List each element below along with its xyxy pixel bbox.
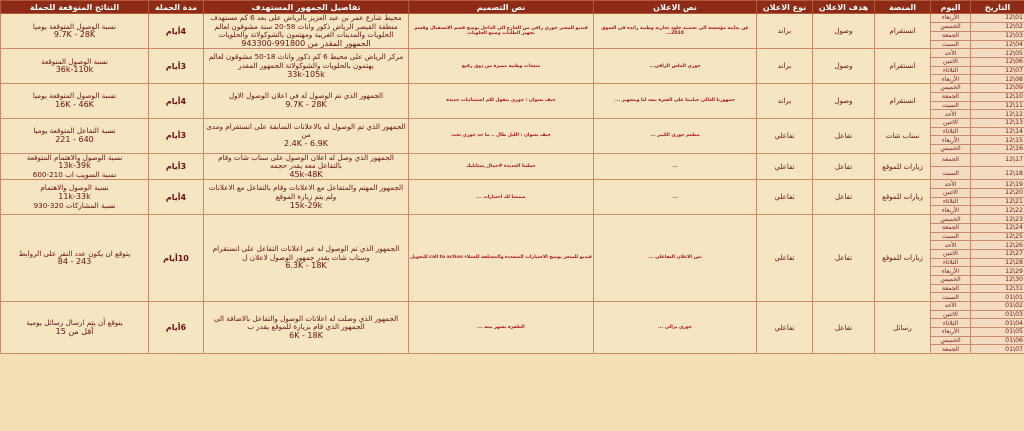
design-text: الطفرة بشهر يبنه ...	[477, 324, 525, 330]
platform-cell	[875, 49, 931, 84]
type-cell	[757, 180, 813, 215]
result-range: 16K - 46K	[55, 100, 94, 109]
type-label: براند	[777, 97, 792, 105]
ad-text-cell	[594, 180, 757, 215]
goal-label: تفاعل	[834, 323, 853, 332]
result-range: 13k-39k	[58, 161, 91, 171]
date-cell: 13\12	[971, 118, 1024, 127]
ad-text: جوري برالي ...	[657, 324, 692, 330]
day-cell: الجمعة	[931, 153, 971, 166]
date-cell: 10\12	[971, 92, 1024, 101]
duration-value: 10أيام	[163, 253, 189, 263]
audience-cell	[204, 302, 409, 354]
audience-cell	[204, 118, 409, 153]
duration-cell	[149, 180, 204, 215]
results-cell	[1, 49, 149, 84]
result-range: 11k-33k	[58, 191, 91, 201]
duration-value: 6أيام	[165, 323, 187, 333]
date-cell: 03\01	[971, 310, 1024, 319]
goal-label: وصول	[834, 27, 853, 36]
day-cell: الأحد	[931, 241, 971, 250]
day-cell: السبت	[931, 101, 971, 110]
ad-text-cell	[594, 84, 757, 119]
day-cell: الثلاثاء	[931, 258, 971, 267]
result-label: نسبة الوصول المتوقعة	[41, 56, 108, 66]
ad-text: جوري الماس الراقي...	[649, 63, 701, 69]
design-text: حملتنا الجديدة #جمال_ستانليك	[466, 163, 536, 169]
audience-range: الجمهور المقدر من 991800-943300	[241, 38, 371, 48]
date-cell: 02\01	[971, 302, 1024, 311]
date-cell: 14\12	[971, 127, 1024, 136]
header-audience: تفاصيل الجمهور المستهدف	[204, 1, 409, 14]
day-cell: الأحد	[931, 302, 971, 311]
day-cell: الخميس	[931, 215, 971, 224]
goal-label: وصول	[834, 62, 853, 71]
ad-text: مطعم جوري الكبير ...	[650, 133, 700, 139]
audience-text: محيط شارع عمر بن عبد العزيز بالرياض على بعد 6 كم مستهدف منطقة القيصر الرياض ذكور واناث 58-20 سنة مشوقون لعالم الحلويات والمدينات الغربية ومهتمون بالشوكولاتة والحلويات	[210, 13, 402, 40]
type-label: تفاعلي	[774, 193, 795, 202]
goal-cell	[813, 302, 875, 354]
date-cell: 01\12	[971, 14, 1024, 23]
design-text-cell	[409, 49, 594, 84]
type-label: براند	[777, 62, 792, 71]
day-cell: الخميس	[931, 22, 971, 31]
date-cell: 22\12	[971, 206, 1024, 215]
day-cell: الاثنين	[931, 189, 971, 198]
audience-text: الجمهور الذي تم الوصول له عبر اعلانات التفاعل على انستقرام وسناب شات يقدر جمهور الوصول لاعلان ل	[212, 244, 400, 262]
design-text: جيف بعنوان : جوري بتقول لكم استثنائيات جديدة	[446, 98, 556, 104]
audience-cell	[204, 84, 409, 119]
ad-text-cell	[594, 14, 757, 49]
type-label: تفاعلي	[774, 323, 795, 332]
audience-cell	[204, 14, 409, 49]
results-cell	[1, 153, 149, 180]
type-cell	[757, 14, 813, 49]
date-cell: 31\12	[971, 284, 1024, 293]
day-cell: الاثنين	[931, 310, 971, 319]
type-cell	[757, 215, 813, 302]
ad-text: نص الاعلان التفاعلي ...	[648, 255, 702, 261]
type-cell	[757, 84, 813, 119]
audience-cell	[204, 49, 409, 84]
ad-text: عن بدايته مؤسسة الي تحصيد خلود تجارية وطنية رائدة في السوق 2010...	[601, 25, 749, 37]
table-row	[1, 14, 1024, 23]
platform-label: انستقرام	[889, 62, 916, 71]
date-cell: 09\12	[971, 84, 1024, 93]
day-cell: الجمعة	[931, 223, 971, 232]
audience-range: 15k-29k	[289, 200, 323, 210]
table-row	[1, 84, 1024, 93]
date-cell: 30\12	[971, 275, 1024, 284]
date-cell: 20\12	[971, 189, 1024, 198]
day-cell: الأحد	[931, 180, 971, 189]
results-cell	[1, 215, 149, 302]
date-cell: 19\12	[971, 180, 1024, 189]
design-text-cell	[409, 118, 594, 153]
day-cell: الثلاثاء	[931, 319, 971, 328]
date-cell: 23\12	[971, 215, 1024, 224]
date-cell: 27\12	[971, 249, 1024, 258]
result-label: يتوقع ان يكون عدد النقر على الروابط	[18, 248, 131, 258]
platform-cell	[875, 215, 931, 302]
day-cell: الاثنين	[931, 118, 971, 127]
day-cell: الأربعاء	[931, 206, 971, 215]
audience-range: 6.3K - 18K	[285, 261, 327, 271]
day-cell: الأربعاء	[931, 14, 971, 23]
audience-range: 6K - 18K	[289, 330, 323, 340]
result-label: نسبة الوصول المتوقعة يوميا	[32, 21, 117, 31]
results-cell	[1, 180, 149, 215]
platform-label: زيارات للموقع	[882, 254, 923, 263]
result-label: نسبة الوصول والاهتمام المتوقعة	[26, 153, 123, 162]
goal-cell	[813, 118, 875, 153]
design-text-cell	[409, 302, 594, 354]
date-cell: 24\12	[971, 223, 1024, 232]
type-label: تفاعلي	[774, 131, 795, 140]
header-duration: مدة الحملة	[149, 1, 204, 14]
platform-label: زيارات للموقع	[882, 193, 923, 202]
date-cell: 26\12	[971, 241, 1024, 250]
table-row	[1, 180, 1024, 189]
audience-cell	[204, 153, 409, 180]
duration-cell	[149, 118, 204, 153]
goal-label: تفاعل	[834, 193, 853, 202]
ad-text-cell	[594, 49, 757, 84]
platform-label: رسائل	[893, 323, 912, 332]
result-label: نسبة الوصول المتوقعة يوميا	[32, 91, 117, 101]
date-cell: 28\12	[971, 258, 1024, 267]
platform-cell	[875, 14, 931, 49]
date-cell: 06\01	[971, 336, 1024, 345]
design-text-cell	[409, 180, 594, 215]
result-range: 243 - 84	[57, 257, 92, 267]
result-range: 9.7K - 28K	[53, 30, 96, 40]
design-text: صممنا لك اختيارات ...	[476, 194, 526, 200]
result-range: 36k-110k	[55, 65, 94, 75]
table-row	[1, 215, 1024, 224]
goal-cell	[813, 180, 875, 215]
design-text: جيف بعنوان : الليل طال .. ما حد جوري تحت	[451, 133, 551, 139]
design-text-cell	[409, 84, 594, 119]
goal-cell	[813, 49, 875, 84]
platform-label: انستقرام	[889, 27, 916, 36]
design-text: فيديو للمجيز جوري راقي من الخارج الى الداخل يوضح قسم الاستقبال وقسم تجهيز الطلبات وصنع الحلويات	[414, 25, 588, 37]
audience-range: 2.4K - 6.9K	[284, 139, 328, 149]
duration-value: 4أيام	[165, 192, 187, 202]
day-cell: الأربعاء	[931, 267, 971, 276]
date-cell: 07\12	[971, 66, 1024, 75]
duration-value: 3أيام	[165, 131, 187, 141]
day-cell: الثلاثاء	[931, 197, 971, 206]
design-text: منتجات وطنية مميزة من ذوق رفيع	[461, 63, 541, 69]
date-cell: 03\12	[971, 31, 1024, 40]
goal-label: وصول	[834, 97, 853, 105]
duration-cell	[149, 153, 204, 180]
goal-cell	[813, 84, 875, 119]
result-range: أقل من 15	[55, 326, 94, 336]
day-cell: الاثنين	[931, 58, 971, 67]
day-cell: الجمعة	[931, 31, 971, 40]
date-cell: 02\12	[971, 22, 1024, 31]
day-cell: الخميس	[931, 336, 971, 345]
type-label: تفاعلي	[774, 254, 795, 263]
ad-text-cell	[594, 118, 757, 153]
date-cell: 04\12	[971, 40, 1024, 49]
day-cell: الأحد	[931, 110, 971, 119]
date-cell: 17\12	[971, 153, 1024, 166]
duration-value: 3أيام	[165, 162, 187, 172]
design-text-cell	[409, 215, 594, 302]
table-row	[1, 118, 1024, 127]
day-cell: السبت	[931, 293, 971, 302]
type-cell	[757, 118, 813, 153]
day-cell: الأحد	[931, 49, 971, 58]
day-cell: الخميس	[931, 144, 971, 153]
duration-value: 3أيام	[165, 61, 187, 71]
audience-range: 33k-105k	[287, 69, 325, 79]
header-results: النتائج المتوقعة للحملة	[1, 1, 149, 14]
day-cell: الخميس	[931, 275, 971, 284]
results-cell	[1, 14, 149, 49]
day-cell: الاثنين	[931, 249, 971, 258]
results-cell	[1, 302, 149, 354]
audience-text: الجمهور الذي تم الوصول له في اعلان الوصول الاول	[228, 91, 384, 101]
design-text-cell	[409, 14, 594, 49]
ad-text-cell	[594, 302, 757, 354]
type-label: تفاعلي	[774, 162, 795, 171]
platform-cell	[875, 84, 931, 119]
day-cell: الجمعة	[931, 345, 971, 354]
date-cell: 07\01	[971, 345, 1024, 354]
goal-cell	[813, 215, 875, 302]
audience-range: 9.7K - 28K	[285, 100, 327, 109]
result-label: يتوقع أن يتم ارسال رسائل يومية	[26, 318, 123, 327]
date-cell: 25\12	[971, 232, 1024, 241]
day-cell: الثلاثاء	[931, 66, 971, 75]
audience-text: مركز الرياض على محيط 6 كم ذكور واناث 18-50 مشوقون لعالم يهتمون بالحلويات والشوكولاتة الجمهور المقدر	[208, 52, 404, 70]
date-cell: 12\12	[971, 110, 1024, 119]
goal-cell	[813, 14, 875, 49]
platform-cell	[875, 118, 931, 153]
day-cell: الجمعة	[931, 284, 971, 293]
result-secondary: نسبة المشاركات 320-930	[33, 200, 116, 210]
header-ad-text: نص الاعلان	[594, 1, 757, 14]
header-day: اليوم	[931, 1, 971, 14]
audience-text: الجمهور الذي وصلت له اعلانات الوصول والتفاعل بالاضافة الى الجمهور الذي قام بزيارة للموقع يقدر ب	[213, 313, 399, 332]
duration-cell	[149, 49, 204, 84]
result-label: نسبة التفاعل المتوقعة يوميا	[33, 126, 116, 136]
day-cell: الأربعاء	[931, 75, 971, 84]
goal-label: تفاعل	[834, 254, 853, 263]
date-cell: 15\12	[971, 136, 1024, 145]
header-goal: هدف الاعلان	[813, 1, 875, 14]
platform-cell	[875, 153, 931, 180]
date-cell: 04\01	[971, 319, 1024, 328]
design-text-cell	[409, 153, 594, 180]
duration-value: 4أيام	[165, 26, 187, 36]
date-cell: 01\01	[971, 293, 1024, 302]
duration-value: 4أيام	[165, 96, 187, 106]
platform-cell	[875, 302, 931, 354]
audience-text: الجمهور الذي تم الوصول له بالاعلانات السابقة على انستقرام ومدى من	[206, 121, 406, 140]
day-cell: السبت	[931, 40, 971, 49]
audience-text: الجمهور الذي وصل له اعلان الوصول على سناب شات وقام بالتفاعل معه يقدر حجمه	[218, 153, 394, 171]
duration-cell	[149, 14, 204, 49]
platform-label: سناب شات	[885, 131, 920, 140]
goal-cell	[813, 153, 875, 180]
day-cell: الجمعة	[931, 92, 971, 101]
platform-label: انستقرام	[889, 97, 916, 105]
table-row	[1, 49, 1024, 58]
date-cell: 18\12	[971, 167, 1024, 180]
day-cell: الثلاثاء	[931, 127, 971, 136]
header-row	[1, 1, 1024, 14]
day-cell: السبت	[931, 167, 971, 180]
header-date: التاريخ	[971, 1, 1024, 14]
ad-text: ...	[672, 163, 678, 169]
type-cell	[757, 153, 813, 180]
date-cell: 05\12	[971, 49, 1024, 58]
table-row	[1, 302, 1024, 311]
day-cell: السبت	[931, 232, 971, 241]
date-cell: 29\12	[971, 267, 1024, 276]
results-cell	[1, 118, 149, 153]
header-platform: المنصة	[875, 1, 931, 14]
platform-label: زيارات للموقع	[882, 162, 923, 171]
day-cell: الخميس	[931, 84, 971, 93]
audience-text: الجمهور المهتم والمتفاعل مع الاعلانات وقام بالتفاعل مع الاعلانات ولم يتم زيارة الموقع	[208, 183, 404, 201]
audience-cell	[204, 215, 409, 302]
result-range: 640 - 221	[55, 134, 94, 144]
date-cell: 21\12	[971, 197, 1024, 206]
results-cell	[1, 84, 149, 119]
type-cell	[757, 302, 813, 354]
day-cell: الأربعاء	[931, 136, 971, 145]
goal-label: تفاعل	[834, 162, 853, 171]
date-cell: 08\12	[971, 75, 1024, 84]
ad-text-cell	[594, 215, 757, 302]
date-cell: 16\12	[971, 144, 1024, 153]
platform-cell	[875, 180, 931, 215]
type-cell	[757, 49, 813, 84]
day-cell: الأربعاء	[931, 328, 971, 337]
duration-cell	[149, 84, 204, 119]
result-secondary: نسبة السويب اب 210-600	[32, 169, 117, 179]
date-cell: 11\12	[971, 101, 1024, 110]
header-type: نوع الاعلان	[757, 1, 813, 14]
type-label: براند	[777, 27, 792, 36]
goal-label: تفاعل	[834, 131, 853, 140]
ad-text: جمهورنا الغالي حبايبنا على الفترة بيعد لنا وبتجهيز ...	[615, 98, 735, 104]
duration-cell	[149, 215, 204, 302]
table-row	[1, 153, 1024, 166]
design-text: فيديو للمتجر يوضح الاختيارات المتعددة والمختلفة للعملاء call to action للتحويل	[410, 255, 592, 261]
ad-text: ...	[672, 194, 678, 200]
header-design-text: نص التصميم	[409, 1, 594, 14]
result-label: نسبة الوصول والاهتمام	[40, 183, 109, 193]
duration-cell	[149, 302, 204, 354]
date-cell: 06\12	[971, 58, 1024, 67]
ad-text-cell	[594, 153, 757, 180]
audience-cell	[204, 180, 409, 215]
audience-range: 45k-48K	[289, 169, 323, 179]
date-cell: 05\01	[971, 328, 1024, 337]
